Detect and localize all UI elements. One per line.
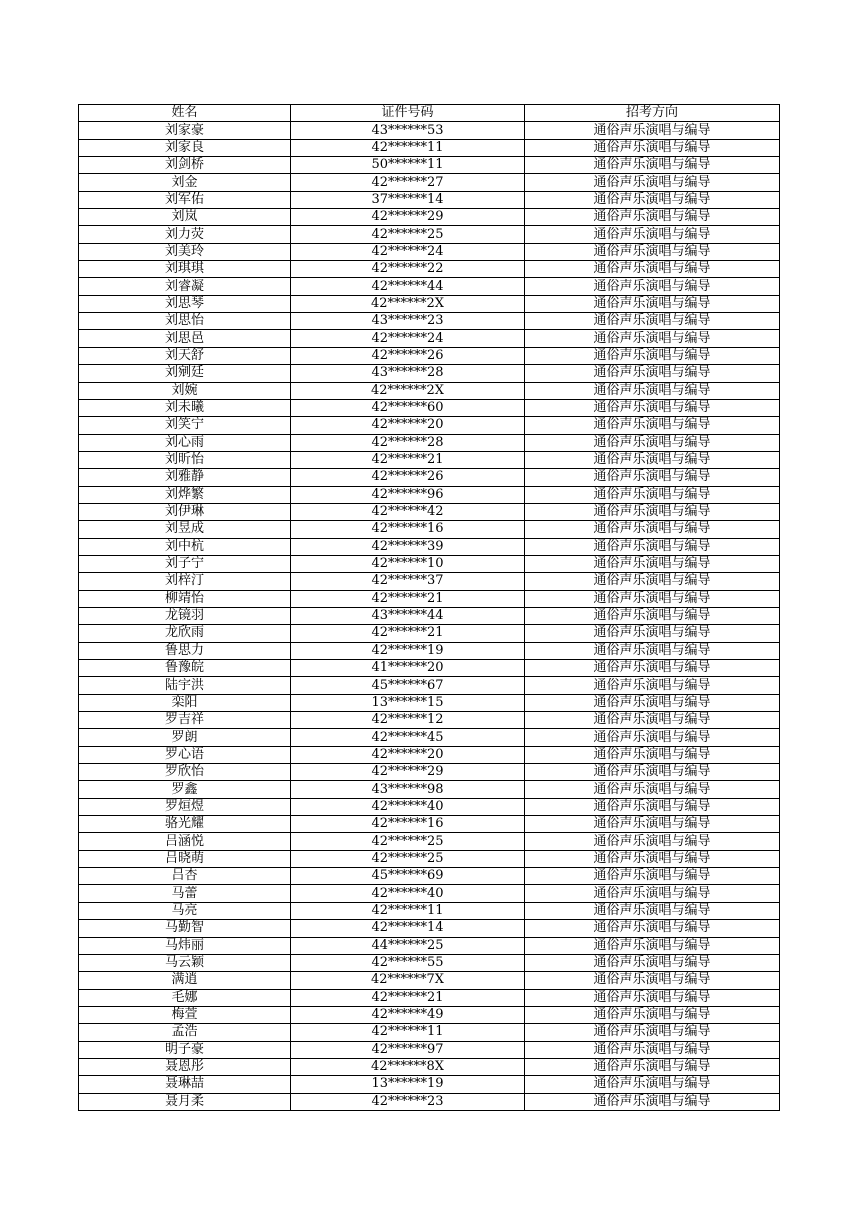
cell-id-number: 42******20 [291,746,525,763]
cell-direction: 通俗声乐演唱与编导 [525,174,780,191]
table-row [79,833,780,850]
cell-direction: 通俗声乐演唱与编导 [525,226,780,243]
table-row [79,1093,780,1110]
cell-name: 罗鑫 [79,781,291,798]
cell-id-number: 42******40 [291,798,525,815]
cell-name: 刘家豪 [79,122,291,139]
cell-direction: 通俗声乐演唱与编导 [525,503,780,520]
table-row [79,798,780,815]
cell-direction: 通俗声乐演唱与编导 [525,122,780,139]
table-row [79,486,780,503]
cell-direction: 通俗声乐演唱与编导 [525,139,780,156]
table-row [79,226,780,243]
table-row [79,1058,780,1075]
cell-name: 刘雅静 [79,469,291,486]
cell-direction: 通俗声乐演唱与编导 [525,261,780,278]
table-row [79,191,780,208]
cell-direction: 通俗声乐演唱与编导 [525,538,780,555]
cell-name: 聂月柔 [79,1093,291,1110]
table-row [79,902,780,919]
cell-id-number: 43******44 [291,607,525,624]
cell-direction: 通俗声乐演唱与编导 [525,590,780,607]
table-row [79,660,780,677]
cell-direction: 通俗声乐演唱与编导 [525,989,780,1006]
table-row [79,278,780,295]
cell-name: 刘剜廷 [79,365,291,382]
cell-id-number: 42******96 [291,486,525,503]
table-row [79,677,780,694]
cell-direction: 通俗声乐演唱与编导 [525,243,780,260]
cell-direction: 通俗声乐演唱与编导 [525,573,780,590]
cell-direction: 通俗声乐演唱与编导 [525,382,780,399]
cell-name: 栾阳 [79,694,291,711]
table-row [79,1024,780,1041]
cell-direction: 通俗声乐演唱与编导 [525,972,780,989]
cell-direction: 通俗声乐演唱与编导 [525,764,780,781]
cell-direction: 通俗声乐演唱与编导 [525,712,780,729]
table-row [79,503,780,520]
cell-id-number: 42******21 [291,590,525,607]
table-row [79,937,780,954]
cell-id-number: 42******11 [291,1024,525,1041]
cell-name: 刘思怡 [79,313,291,330]
cell-id-number: 42******60 [291,399,525,416]
cell-direction: 通俗声乐演唱与编导 [525,920,780,937]
cell-direction: 通俗声乐演唱与编导 [525,191,780,208]
cell-name: 孟浩 [79,1024,291,1041]
cell-id-number: 42******27 [291,174,525,191]
table-row [79,538,780,555]
table-row [79,989,780,1006]
cell-direction: 通俗声乐演唱与编导 [525,209,780,226]
cell-id-number: 42******20 [291,417,525,434]
cell-direction: 通俗声乐演唱与编导 [525,399,780,416]
cell-id-number: 42******11 [291,902,525,919]
cell-id-number: 42******24 [291,243,525,260]
table-row [79,972,780,989]
cell-name: 马勤智 [79,920,291,937]
cell-name: 罗朗 [79,729,291,746]
cell-id-number: 42******21 [291,625,525,642]
cell-id-number: 13******15 [291,694,525,711]
cell-name: 刘笑宁 [79,417,291,434]
cell-id-number: 42******39 [291,538,525,555]
cell-id-number: 42******11 [291,139,525,156]
table-row [79,469,780,486]
cell-id-number: 45******67 [291,677,525,694]
cell-direction: 通俗声乐演唱与编导 [525,469,780,486]
cell-direction: 通俗声乐演唱与编导 [525,434,780,451]
cell-name: 刘天舒 [79,347,291,364]
table-body [79,122,780,1111]
cell-direction: 通俗声乐演唱与编导 [525,642,780,659]
cell-id-number: 42******97 [291,1041,525,1058]
cell-name: 柳靖怡 [79,590,291,607]
cell-name: 鲁豫皖 [79,660,291,677]
cell-id-number: 42******8X [291,1058,525,1075]
cell-name: 毛娜 [79,989,291,1006]
cell-id-number: 42******26 [291,469,525,486]
cell-direction: 通俗声乐演唱与编导 [525,521,780,538]
cell-name: 刘子宁 [79,555,291,572]
cell-direction: 通俗声乐演唱与编导 [525,295,780,312]
cell-name: 刘金 [79,174,291,191]
cell-direction: 通俗声乐演唱与编导 [525,729,780,746]
table-row [79,868,780,885]
cell-direction: 通俗声乐演唱与编导 [525,677,780,694]
table-row [79,157,780,174]
cell-id-number: 43******98 [291,781,525,798]
cell-direction: 通俗声乐演唱与编导 [525,937,780,954]
cell-id-number: 42******45 [291,729,525,746]
table-row [79,920,780,937]
cell-id-number: 43******23 [291,313,525,330]
table-row [79,365,780,382]
column-header-id-number: 证件号码 [291,105,525,122]
cell-id-number: 42******22 [291,261,525,278]
cell-name: 龙镜羽 [79,607,291,624]
cell-name: 罗烜煜 [79,798,291,815]
cell-id-number: 42******2X [291,295,525,312]
cell-direction: 通俗声乐演唱与编导 [525,781,780,798]
cell-id-number: 42******29 [291,209,525,226]
cell-name: 刘琪琪 [79,261,291,278]
cell-id-number: 42******10 [291,555,525,572]
cell-name: 骆光耀 [79,816,291,833]
table-row [79,1076,780,1093]
cell-name: 梅萱 [79,1006,291,1023]
roster-table [78,104,780,1111]
cell-direction: 通俗声乐演唱与编导 [525,347,780,364]
table-row [79,712,780,729]
table-row [79,139,780,156]
table-row [79,399,780,416]
table-row [79,954,780,971]
cell-id-number: 42******16 [291,521,525,538]
cell-name: 刘军佑 [79,191,291,208]
cell-id-number: 43******53 [291,122,525,139]
cell-direction: 通俗声乐演唱与编导 [525,365,780,382]
table-row [79,261,780,278]
cell-name: 马炜丽 [79,937,291,954]
table-row [79,451,780,468]
cell-name: 刘美玲 [79,243,291,260]
cell-id-number: 37******14 [291,191,525,208]
cell-name: 罗心语 [79,746,291,763]
cell-name: 刘睿凝 [79,278,291,295]
cell-direction: 通俗声乐演唱与编导 [525,451,780,468]
table-row [79,295,780,312]
cell-id-number: 41******20 [291,660,525,677]
cell-direction: 通俗声乐演唱与编导 [525,313,780,330]
table-row [79,243,780,260]
table-row [79,122,780,139]
cell-id-number: 42******2X [291,382,525,399]
cell-name: 刘昱成 [79,521,291,538]
cell-id-number: 42******19 [291,642,525,659]
cell-name: 刘剑桥 [79,157,291,174]
cell-name: 刘思邑 [79,330,291,347]
cell-direction: 通俗声乐演唱与编导 [525,798,780,815]
cell-direction: 通俗声乐演唱与编导 [525,816,780,833]
cell-id-number: 42******23 [291,1093,525,1110]
cell-id-number: 42******28 [291,434,525,451]
table-row [79,313,780,330]
cell-name: 马云颖 [79,954,291,971]
cell-direction: 通俗声乐演唱与编导 [525,746,780,763]
cell-id-number: 42******37 [291,573,525,590]
table-row [79,417,780,434]
cell-name: 刘烨繁 [79,486,291,503]
cell-direction: 通俗声乐演唱与编导 [525,157,780,174]
cell-id-number: 13******19 [291,1076,525,1093]
cell-name: 满逍 [79,972,291,989]
cell-direction: 通俗声乐演唱与编导 [525,833,780,850]
cell-direction: 通俗声乐演唱与编导 [525,1093,780,1110]
cell-name: 马亮 [79,902,291,919]
cell-id-number: 42******42 [291,503,525,520]
cell-id-number: 45******69 [291,868,525,885]
cell-name: 刘昕怡 [79,451,291,468]
table-row [79,209,780,226]
cell-id-number: 42******49 [291,1006,525,1023]
cell-id-number: 42******25 [291,833,525,850]
cell-id-number: 42******12 [291,712,525,729]
cell-name: 刘家良 [79,139,291,156]
cell-id-number: 42******7X [291,972,525,989]
table-row [79,521,780,538]
table-row [79,1006,780,1023]
cell-direction: 通俗声乐演唱与编导 [525,278,780,295]
cell-id-number: 42******29 [291,764,525,781]
cell-id-number: 42******25 [291,226,525,243]
cell-direction: 通俗声乐演唱与编导 [525,486,780,503]
cell-direction: 通俗声乐演唱与编导 [525,868,780,885]
cell-name: 明子豪 [79,1041,291,1058]
cell-id-number: 42******55 [291,954,525,971]
cell-id-number: 42******21 [291,989,525,1006]
table-row [79,816,780,833]
table-row [79,607,780,624]
cell-id-number: 42******25 [291,850,525,867]
table-row [79,885,780,902]
cell-name: 刘心雨 [79,434,291,451]
cell-id-number: 44******25 [291,937,525,954]
table-row [79,382,780,399]
header-row [79,105,780,122]
cell-direction: 通俗声乐演唱与编导 [525,1006,780,1023]
cell-name: 刘伊琳 [79,503,291,520]
cell-id-number: 42******16 [291,816,525,833]
cell-direction: 通俗声乐演唱与编导 [525,660,780,677]
cell-id-number: 50******11 [291,157,525,174]
cell-name: 陆宇洪 [79,677,291,694]
cell-direction: 通俗声乐演唱与编导 [525,954,780,971]
cell-direction: 通俗声乐演唱与编导 [525,417,780,434]
cell-direction: 通俗声乐演唱与编导 [525,1076,780,1093]
cell-direction: 通俗声乐演唱与编导 [525,1024,780,1041]
cell-id-number: 42******24 [291,330,525,347]
cell-name: 刘未曦 [79,399,291,416]
cell-direction: 通俗声乐演唱与编导 [525,885,780,902]
table-row [79,590,780,607]
cell-id-number: 42******14 [291,920,525,937]
table-row [79,330,780,347]
table-row [79,573,780,590]
column-header-direction: 招考方向 [525,105,780,122]
table-row [79,434,780,451]
cell-name: 刘梓汀 [79,573,291,590]
cell-name: 聂恩彤 [79,1058,291,1075]
table-row [79,1041,780,1058]
cell-id-number: 42******44 [291,278,525,295]
cell-id-number: 42******26 [291,347,525,364]
table-row [79,850,780,867]
column-header-name: 姓名 [79,105,291,122]
cell-direction: 通俗声乐演唱与编导 [525,607,780,624]
cell-name: 吕涵悦 [79,833,291,850]
table-row [79,625,780,642]
cell-id-number: 43******28 [291,365,525,382]
cell-name: 刘力荧 [79,226,291,243]
cell-name: 吕杏 [79,868,291,885]
cell-name: 刘婉 [79,382,291,399]
cell-id-number: 42******40 [291,885,525,902]
cell-direction: 通俗声乐演唱与编导 [525,1041,780,1058]
table-row [79,781,780,798]
cell-name: 龙欣雨 [79,625,291,642]
cell-direction: 通俗声乐演唱与编导 [525,555,780,572]
table-row [79,729,780,746]
table-row [79,174,780,191]
cell-direction: 通俗声乐演唱与编导 [525,850,780,867]
cell-direction: 通俗声乐演唱与编导 [525,902,780,919]
cell-name: 聂琳喆 [79,1076,291,1093]
cell-direction: 通俗声乐演唱与编导 [525,625,780,642]
cell-name: 马蕾 [79,885,291,902]
cell-name: 吕晓萌 [79,850,291,867]
cell-direction: 通俗声乐演唱与编导 [525,1058,780,1075]
cell-id-number: 42******21 [291,451,525,468]
table-row [79,642,780,659]
cell-direction: 通俗声乐演唱与编导 [525,694,780,711]
cell-name: 鲁思力 [79,642,291,659]
cell-name: 刘中杭 [79,538,291,555]
table-row [79,746,780,763]
table-row [79,764,780,781]
cell-name: 刘思琴 [79,295,291,312]
table-row [79,694,780,711]
cell-name: 刘岚 [79,209,291,226]
cell-name: 罗吉祥 [79,712,291,729]
table-row [79,555,780,572]
cell-direction: 通俗声乐演唱与编导 [525,330,780,347]
cell-name: 罗欣怡 [79,764,291,781]
table-row [79,347,780,364]
